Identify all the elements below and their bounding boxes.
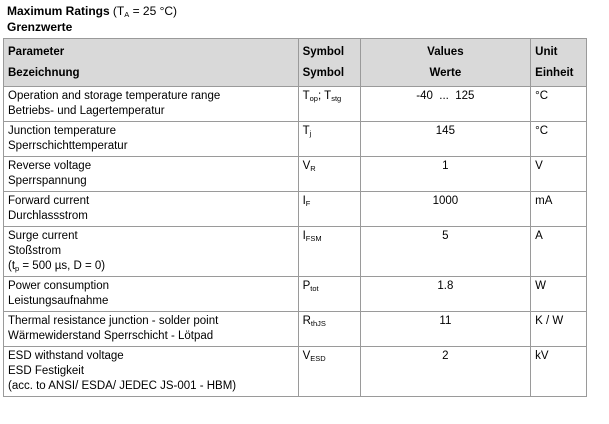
unit-cell: A [531, 227, 587, 277]
temperature-condition: ($T_A = 25$ °C) [112, 4, 178, 19]
table-row [4, 312, 587, 347]
table-row [4, 122, 587, 157]
parameter-cell: Junction temperature Sperrschichttemperatur [4, 122, 299, 157]
symbol-cell: $T_j$ [298, 122, 360, 157]
value-cell: 1 [360, 157, 531, 192]
table-row [4, 277, 587, 312]
parameter-cell: Reverse voltage Sperrspannung [4, 157, 299, 192]
section-subtitle: Grenzwerte [7, 20, 73, 34]
symbol-cell: $R_{thJS}$ [298, 312, 360, 347]
parameter-cell: Thermal resistance junction - solder point Wärmewiderstand Sperrschicht - Lötpad [4, 312, 299, 347]
symbol-cell: $V_{ESD}$ [298, 347, 360, 397]
symbol-cell: $I_{FSM}$ [298, 227, 360, 277]
unit-cell: V [531, 157, 587, 192]
value-cell: 1000 [360, 192, 531, 227]
header-parameter: Parameter Bezeichnung [4, 39, 299, 87]
symbol-cell: $V_R$ [298, 157, 360, 192]
parameter-cell: Surge current Stoßstrom ($t_p = 500$ µs, D = 0) [4, 227, 299, 277]
unit-cell: °C [531, 87, 587, 122]
value-cell: 5 [360, 227, 531, 277]
surge-condition: ($t_p = 500$ µs, D = 0) [8, 260, 106, 273]
unit-cell: kV [531, 347, 587, 397]
header-values: Values Werte [360, 39, 531, 87]
value-cell: 11 [360, 312, 531, 347]
value-cell: 145 [360, 122, 531, 157]
table-row [4, 227, 587, 277]
symbol-cell: $I_F$ [298, 192, 360, 227]
maximum-ratings-table [3, 38, 587, 397]
parameter-cell: Power consumption Leistungsaufnahme [4, 277, 299, 312]
header-symbol: Symbol Symbol [298, 39, 360, 87]
section-title-main: Maximum Ratings [7, 4, 110, 18]
value-cell: 1.8 [360, 277, 531, 312]
table-header-row [4, 39, 587, 87]
parameter-cell: Forward current Durchlassstrom [4, 192, 299, 227]
unit-cell: mA [531, 192, 587, 227]
table-row [4, 192, 587, 227]
parameter-cell: Operation and storage temperature range Betriebs- und Lagertemperatur [4, 87, 299, 122]
section-title [7, 4, 177, 20]
unit-cell: °C [531, 122, 587, 157]
value-cell: -40 ... 125 [360, 87, 531, 122]
symbol-cell: $T_{op}$; $T_{stg}$ [298, 87, 360, 122]
table-row [4, 157, 587, 192]
title-block [7, 4, 177, 35]
header-unit: Unit Einheit [531, 39, 587, 87]
value-cell: 2 [360, 347, 531, 397]
table-row [4, 87, 587, 122]
unit-cell: K / W [531, 312, 587, 347]
unit-cell: W [531, 277, 587, 312]
table-row [4, 347, 587, 397]
symbol-cell: $P_{tot}$ [298, 277, 360, 312]
parameter-cell: ESD withstand voltage ESD Festigkeit (acc. to ANSI/ ESDA/ JEDEC JS-001 - HBM) [4, 347, 299, 397]
